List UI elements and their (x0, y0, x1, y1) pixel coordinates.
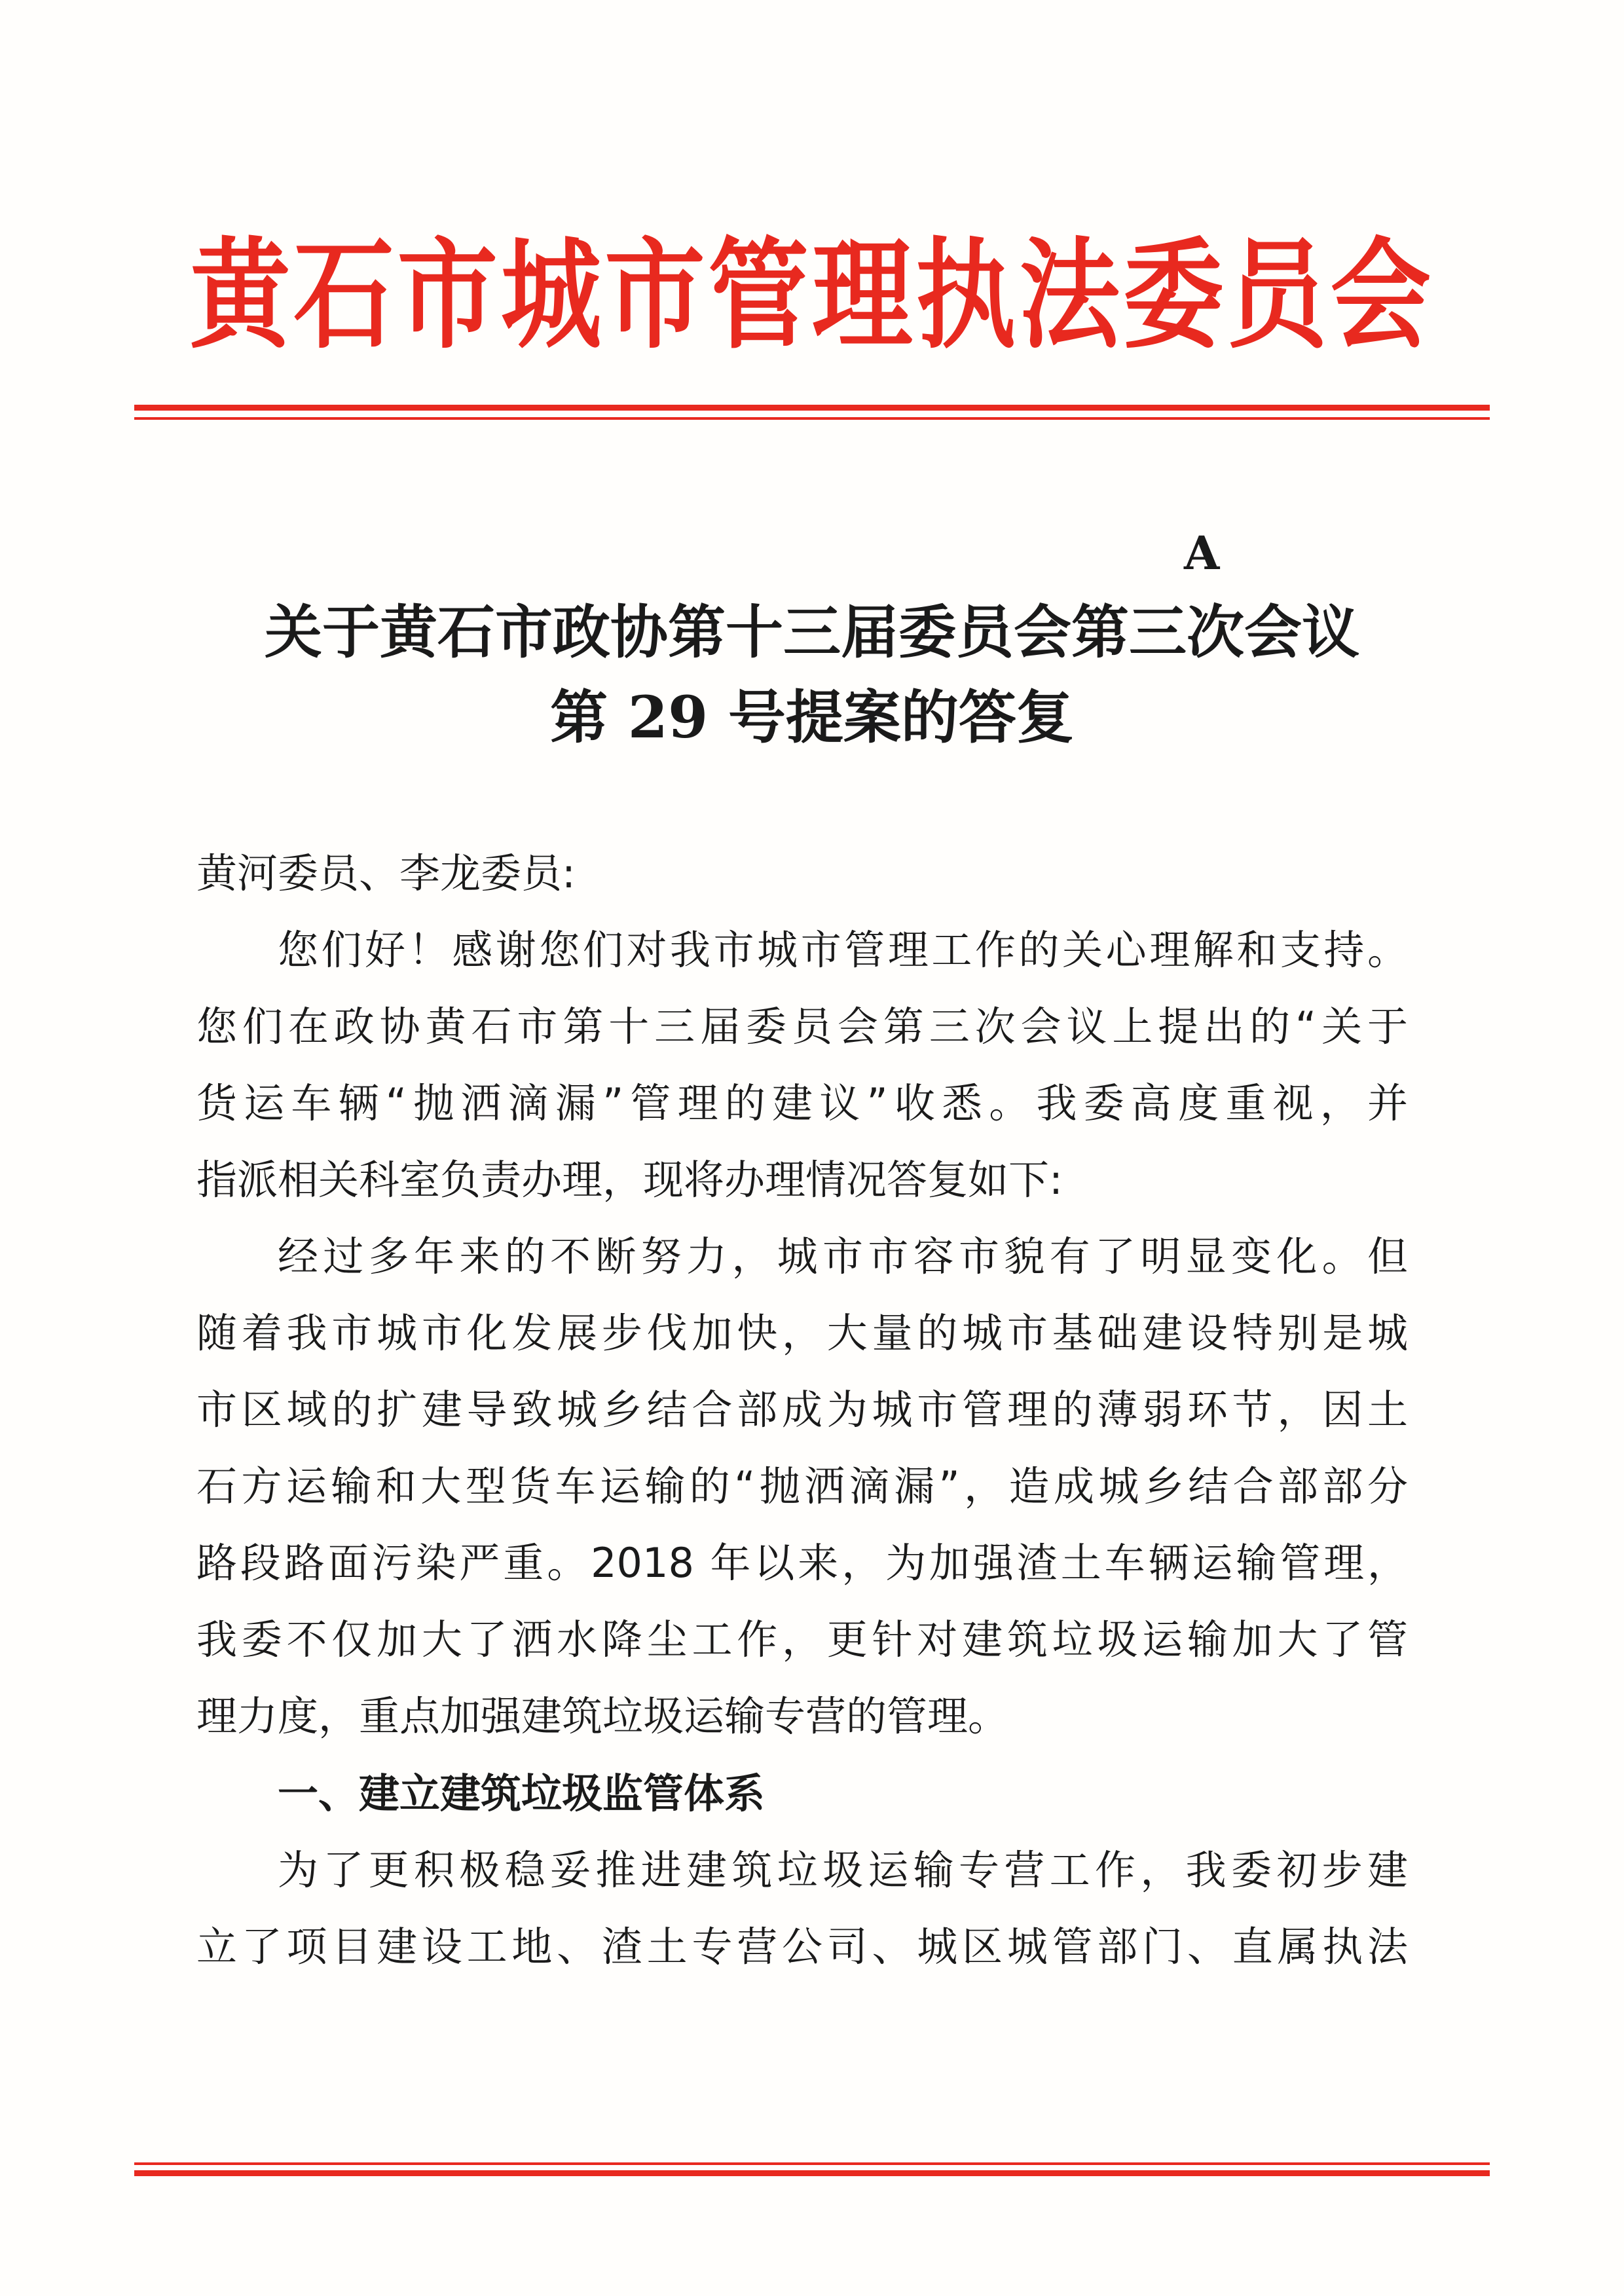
letterhead-rule-thick (134, 405, 1490, 411)
paragraph-3-line: 立了项目建设工地、渣土专营公司、城区城管部门、直属执法 (196, 1923, 1408, 1971)
paragraph-1-line: 货运车辆“抛洒滴漏”管理的建议”收悉。我委高度重视，并 (196, 1079, 1408, 1127)
paragraph-2 (196, 1218, 1408, 1754)
letterhead-org-name: 黄石市城市管理执法委员会 (190, 225, 1434, 365)
document-grade-mark: A (1184, 526, 1220, 580)
paragraph-2-line: 随着我市城市化发展步伐加快，大量的城市基础建设特别是城 (196, 1309, 1408, 1357)
footer-rule-thin (134, 2162, 1490, 2165)
paragraph-1 (196, 912, 1408, 1218)
document-title-line-1: 关于黄石市政协第十三届委员会第三次会议 (264, 598, 1359, 666)
letterhead-rule-thin (134, 417, 1490, 420)
paragraph-3 (196, 1832, 1408, 1985)
paragraph-3-line: 为了更积极稳妥推进建筑垃圾运输专营工作，我委初步建 (278, 1846, 1408, 1894)
paragraph-2-line: 经过多年来的不断努力，城市市容市貌有了明显变化。但 (278, 1232, 1408, 1280)
paragraph-2-line: 石方运输和大型货车运输的“抛洒滴漏”，造成城乡结合部部分 (196, 1462, 1408, 1510)
paragraph-1-line: 您们好！感谢您们对我市城市管理工作的关心理解和支持。 (278, 926, 1408, 974)
paragraph-1-line: 指派相关科室负责办理，现将办理情况答复如下: (196, 1156, 1063, 1204)
footer-rule-thick (134, 2170, 1490, 2176)
paragraph-2-line: 理力度，重点加强建筑垃圾运输专营的管理。 (196, 1692, 1009, 1740)
paragraph-2-line: 路段路面污染严重。2018 年以来，为加强渣土车辆运输管理， (196, 1539, 1408, 1587)
salutation: 黄河委员、李龙委员: (196, 849, 576, 897)
paragraph-1-line: 您们在政协黄石市第十三届委员会第三次会议上提出的“关于 (196, 1003, 1408, 1050)
paragraph-2-line: 市区域的扩建导致城乡结合部成为城市管理的薄弱环节，因土 (196, 1386, 1408, 1434)
section-heading-1: 一、建立建筑垃圾监管体系 (278, 1769, 766, 1817)
paragraph-2-line: 我委不仅加大了洒水降尘工作，更针对建筑垃圾运输加大了管 (196, 1616, 1408, 1663)
document-title-line-2: 第 29 号提案的答复 (550, 683, 1074, 751)
